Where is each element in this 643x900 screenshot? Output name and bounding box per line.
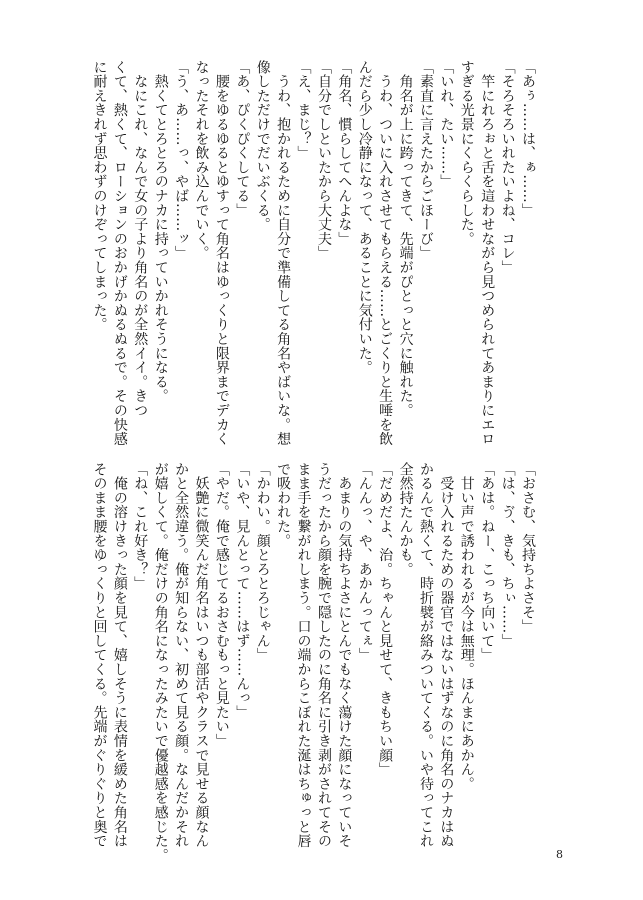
text-line: なにこれ、なんで女の子より角名のが全然イイ。きつ: [132, 60, 149, 418]
text-line: に耐えきれず思わずのけぞってしまった。: [91, 60, 108, 332]
text-line: 「あ、ぴくぴくしてる」: [234, 60, 251, 218]
text-line: 「あぅ……は、ぁ……」: [520, 60, 536, 218]
text-line: くて、熱くて、ローションのおかげかぬるぬるで。その快感: [111, 60, 128, 447]
text-line: 甘い声で誘われるが今は無理。ほんまにあかん。: [458, 462, 475, 791]
text-line: が嬉しくて。俺だけの角名になったみたいで優越感を感じた。: [152, 462, 169, 863]
text-line: うわ、抱かれるために自分で準備してる角名やばいな。想: [275, 60, 292, 447]
text-line: 俺の溶けきった顔を見て、嬉しそうに表情を緩めた角名は: [111, 462, 128, 849]
text-line: 像しただけでだいぶくる。: [254, 60, 271, 232]
text-line: まま手を繋がれしまう。口の端からこぼれた涎はちゅっと唇: [295, 462, 312, 849]
text-line: 「ね、これ好き？」: [132, 462, 149, 591]
text-line: 受け入れるための器官ではないはずなのに角名のナカはぬ: [438, 462, 455, 849]
text-line: 角名が上に跨ってきて、先端がぴとっと穴に触れた。: [397, 60, 414, 418]
text-line: 「いれ、たい……」: [438, 60, 455, 189]
text-line: 「あは。ねー、こっち向いて」: [479, 462, 496, 663]
text-line: 熱くてとろとろのナカに持っていかれそうになる。: [152, 60, 169, 404]
text-line: で吸われた。: [275, 462, 292, 548]
text-line: 「角名、慣らしてへんよな」: [336, 60, 353, 246]
text-line: 「は、ゔ、きも、ちぃ……」: [499, 462, 516, 648]
text-line: 「う、あ……っ、やば……ッ」: [173, 60, 190, 261]
text-line: 「いや、見んとって……はず……んっ」: [234, 462, 251, 720]
text-line: 「え、まじ？」: [295, 60, 312, 161]
bottom-text-block: [91, 462, 538, 863]
text-line: 「そろそろいれたいよね、コレ」: [499, 60, 516, 275]
text-line: あまりの気持ちよさにとんでもなく蕩けた顔になっていそ: [336, 462, 353, 849]
text-line: 妖艶に微笑んだ角名はいつも部活やクラスで見せる顔なん: [193, 462, 210, 849]
text-line: うだったから顔を腕で隠したのに角名に引き剥がされてその: [315, 462, 332, 849]
text-line: すぎる光景にくらくらした。: [458, 60, 475, 246]
text-line: なったそれを飲み込んでいく。: [193, 60, 210, 261]
top-text-block: [91, 60, 538, 447]
text-line: 「やだ。俺で感じてるおさむもっと見たい」: [213, 462, 230, 748]
page-number: 8: [556, 848, 563, 861]
text-line: かと全然違う。俺が知らない、初めて見る顔。なんだかそれ: [173, 462, 190, 849]
text-line: 「んんっ、や、あかんってぇ」: [356, 462, 373, 663]
text-line: かるんで熱くて、時折襞が絡みついてくる。いや待ってこれ: [417, 462, 434, 849]
text-line: うわ、ついに入れさせてもらえる……とごくりと生唾を飲: [377, 60, 394, 447]
text-line: んだら少し冷静になって、あることに気付いた。: [356, 60, 373, 375]
text-line: 「素直に言えたからごほーび」: [417, 60, 434, 261]
text-line: 全然持たんかも。: [397, 462, 414, 577]
text-line: 竿にれろぉと舌を這わせながら見つめられてあまりにエロ: [479, 60, 496, 447]
text-line: 「おさむ、気持ちよさそ」: [520, 462, 536, 634]
text-line: 「自分でしといたから大丈夫」: [315, 60, 332, 261]
text-line: そのまま腰をゆっくりと回してくる。先端がぐりぐりと奥で: [91, 462, 108, 849]
text-line: 「だめだよ、治。ちゃんと見せて、きもちい顔」: [377, 462, 394, 777]
text-line: 腰をゆるゆるとゆすって角名はゆっくりと限界までデカく: [213, 60, 230, 447]
text-line: 「かわい。顔とろとろじゃん」: [254, 462, 271, 663]
